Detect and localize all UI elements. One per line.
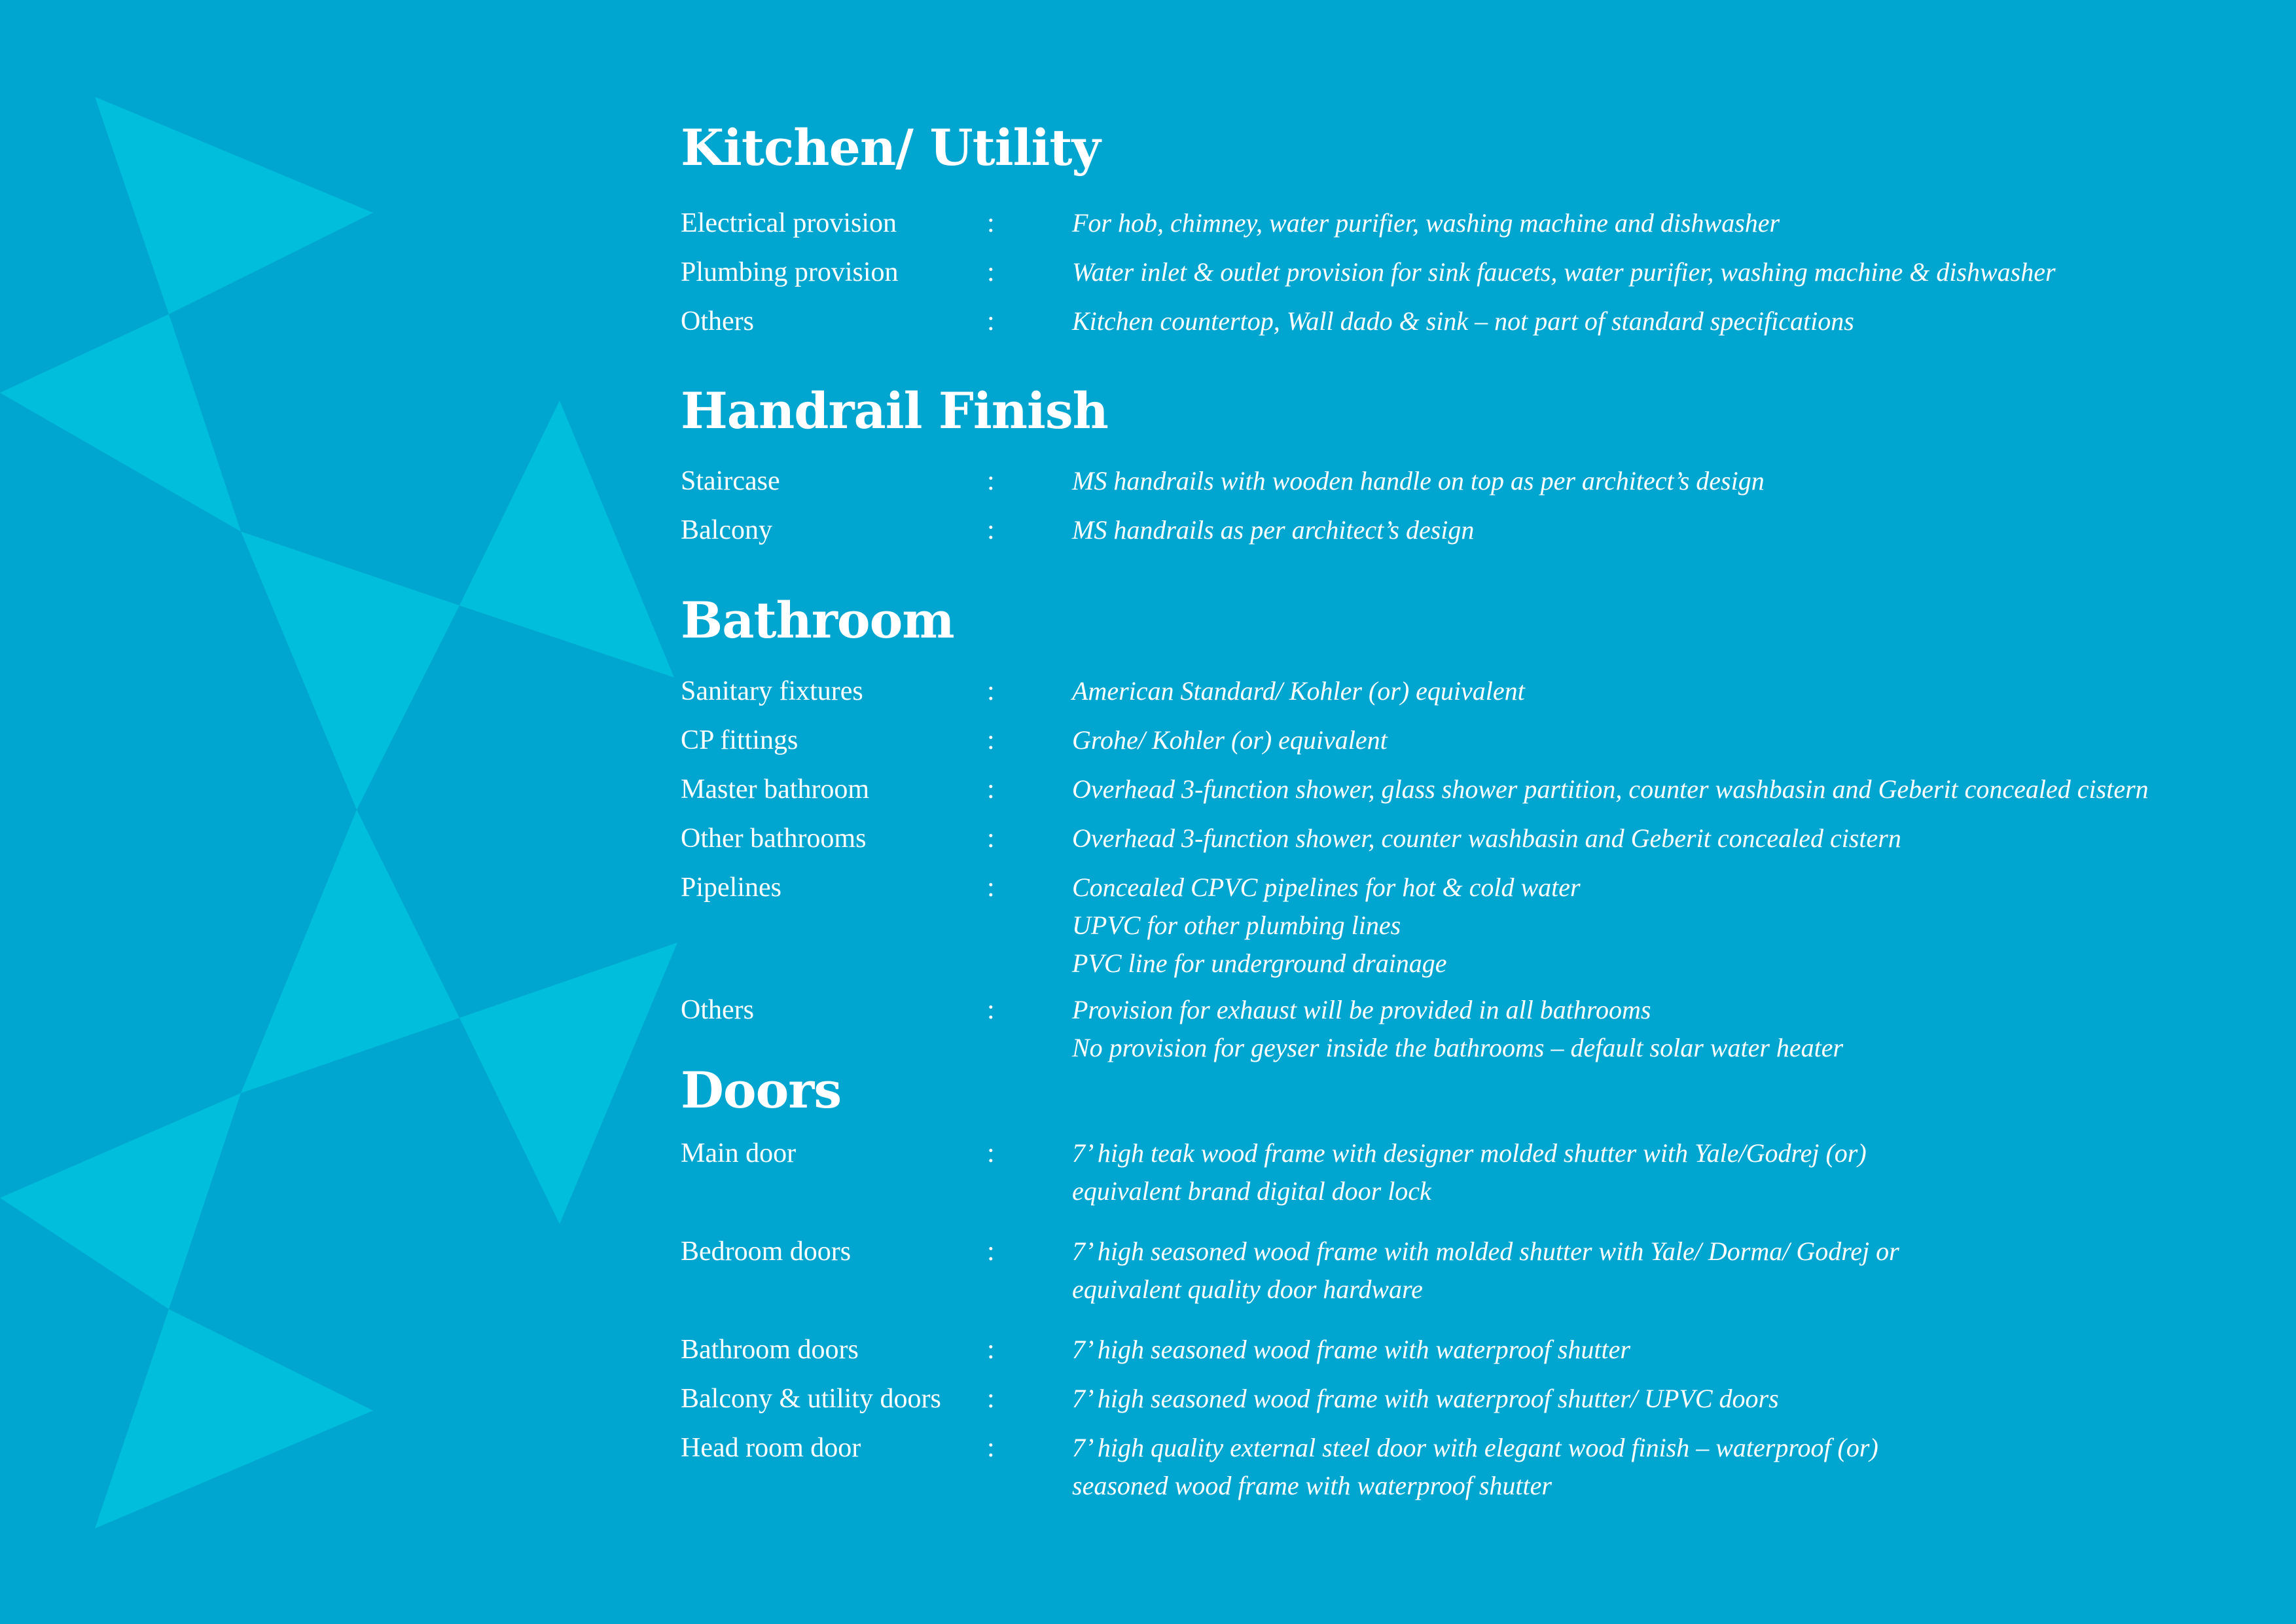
spec-separator: : xyxy=(987,823,995,854)
spec-label: Sanitary fixtures xyxy=(681,676,863,706)
spec-label: Staircase xyxy=(681,466,780,496)
spec-value-line: Water inlet & outlet provision for sink faucets, water purifier, washing machine & dishwasher xyxy=(1072,257,2056,287)
spec-value-line: No provision for geyser inside the bathrooms – default solar water heater xyxy=(1072,1033,1844,1062)
spec-value xyxy=(1072,820,2250,857)
spec-label: Pipelines xyxy=(681,873,781,903)
spec-label: Others xyxy=(681,995,754,1025)
spec-value-line: 7’ high teak wood frame with designer molded shutter with Yale/Godrej (or) xyxy=(1072,1138,1867,1168)
spec-value-line: equivalent quality door hardware xyxy=(1072,1274,1423,1304)
spec-separator: : xyxy=(987,1335,995,1365)
spec-separator: : xyxy=(987,515,995,545)
spec-value-line: American Standard/ Kohler (or) equivalent xyxy=(1072,676,1525,706)
spec-label: Main door xyxy=(681,1138,797,1168)
spec-value-line: 7’ high quality external steel door with elegant wood finish – waterproof (or) xyxy=(1072,1433,1878,1462)
spec-value-line: Overhead 3-function shower, glass shower partition, counter washbasin and Geberit concealed cistern xyxy=(1072,774,2149,804)
spec-separator: : xyxy=(987,774,995,804)
spec-value-line: MS handrails with wooden handle on top as per architect’s design xyxy=(1072,466,1765,496)
spec-value xyxy=(1072,721,2250,759)
spec-value-line: 7’ high seasoned wood frame with waterproof shutter xyxy=(1072,1335,1630,1364)
spec-value-line: PVC line for underground drainage xyxy=(1072,948,1447,978)
spec-value-line: For hob, chimney, water purifier, washing machine and dishwasher xyxy=(1072,208,1780,238)
spec-value xyxy=(1072,770,2250,808)
spec-separator: : xyxy=(987,995,995,1025)
spec-label: Plumbing provision xyxy=(681,257,899,287)
spec-value xyxy=(1072,1331,2250,1369)
spec-value-line: UPVC for other plumbing lines xyxy=(1072,911,1401,940)
spec-value xyxy=(1072,991,2250,1067)
spec-label: Electrical provision xyxy=(681,208,897,238)
spec-value xyxy=(1072,1380,2250,1418)
spec-separator: : xyxy=(987,676,995,706)
spec-value xyxy=(1072,253,2250,291)
spec-value xyxy=(1072,462,2250,500)
specifications-content xyxy=(681,0,2251,1624)
spec-value-line: equivalent brand digital door lock xyxy=(1072,1176,1431,1206)
decorative-triangle xyxy=(95,1309,373,1528)
spec-separator: : xyxy=(987,306,995,336)
spec-value-line: seasoned wood frame with waterproof shutter xyxy=(1072,1471,1552,1500)
spec-value xyxy=(1072,511,2250,549)
section-title-kitchen-utility: Kitchen/ Utility xyxy=(681,118,1100,177)
spec-label: Bedroom doors xyxy=(681,1236,852,1267)
decorative-triangle xyxy=(459,943,677,1224)
spec-separator: : xyxy=(987,257,995,287)
decorative-triangle xyxy=(95,97,373,314)
spec-separator: : xyxy=(987,466,995,496)
section-title-bathroom: Bathroom xyxy=(681,591,954,649)
spec-label: Balcony xyxy=(681,515,772,545)
spec-label: Bathroom doors xyxy=(681,1335,859,1365)
spec-value-line: 7’ high seasoned wood frame with molded shutter with Yale/ Dorma/ Godrej or xyxy=(1072,1236,1899,1266)
decorative-triangle xyxy=(241,532,459,810)
spec-value xyxy=(1072,869,2250,983)
spec-label: Other bathrooms xyxy=(681,823,867,854)
decorative-triangle xyxy=(0,1093,241,1309)
spec-value xyxy=(1072,302,2250,340)
spec-separator: : xyxy=(987,208,995,238)
spec-label: CP fittings xyxy=(681,725,798,755)
section-title-handrail-finish: Handrail Finish xyxy=(681,382,1108,440)
spec-value-line: Provision for exhaust will be provided in all bathrooms xyxy=(1072,995,1651,1024)
spec-label: Balcony & utility doors xyxy=(681,1384,941,1414)
spec-value xyxy=(1072,204,2250,242)
spec-label: Others xyxy=(681,306,754,336)
decorative-triangle xyxy=(241,810,459,1093)
spec-label: Head room door xyxy=(681,1433,861,1463)
spec-separator: : xyxy=(987,1433,995,1463)
decorative-triangle xyxy=(0,314,241,532)
spec-separator: : xyxy=(987,1236,995,1267)
spec-value xyxy=(1072,1134,2250,1210)
spec-value-line: 7’ high seasoned wood frame with waterproof shutter/ UPVC doors xyxy=(1072,1384,1779,1413)
spec-value xyxy=(1072,1429,2250,1505)
spec-value xyxy=(1072,672,2250,710)
spec-separator: : xyxy=(987,1138,995,1168)
decorative-triangle-pattern xyxy=(0,0,720,1624)
spec-separator: : xyxy=(987,873,995,903)
spec-value-line: Grohe/ Kohler (or) equivalent xyxy=(1072,725,1388,755)
spec-value xyxy=(1072,1233,2250,1308)
spec-separator: : xyxy=(987,725,995,755)
section-title-doors: Doors xyxy=(681,1061,842,1119)
spec-separator: : xyxy=(987,1384,995,1414)
spec-label: Master bathroom xyxy=(681,774,870,804)
spec-value-line: Overhead 3-function shower, counter washbasin and Geberit concealed cistern xyxy=(1072,823,1901,853)
spec-value-line: MS handrails as per architect’s design xyxy=(1072,515,1475,545)
decorative-triangle xyxy=(459,401,674,677)
spec-value-line: Concealed CPVC pipelines for hot & cold water xyxy=(1072,873,1581,902)
spec-value-line: Kitchen countertop, Wall dado & sink – not part of standard specifications xyxy=(1072,306,1854,336)
